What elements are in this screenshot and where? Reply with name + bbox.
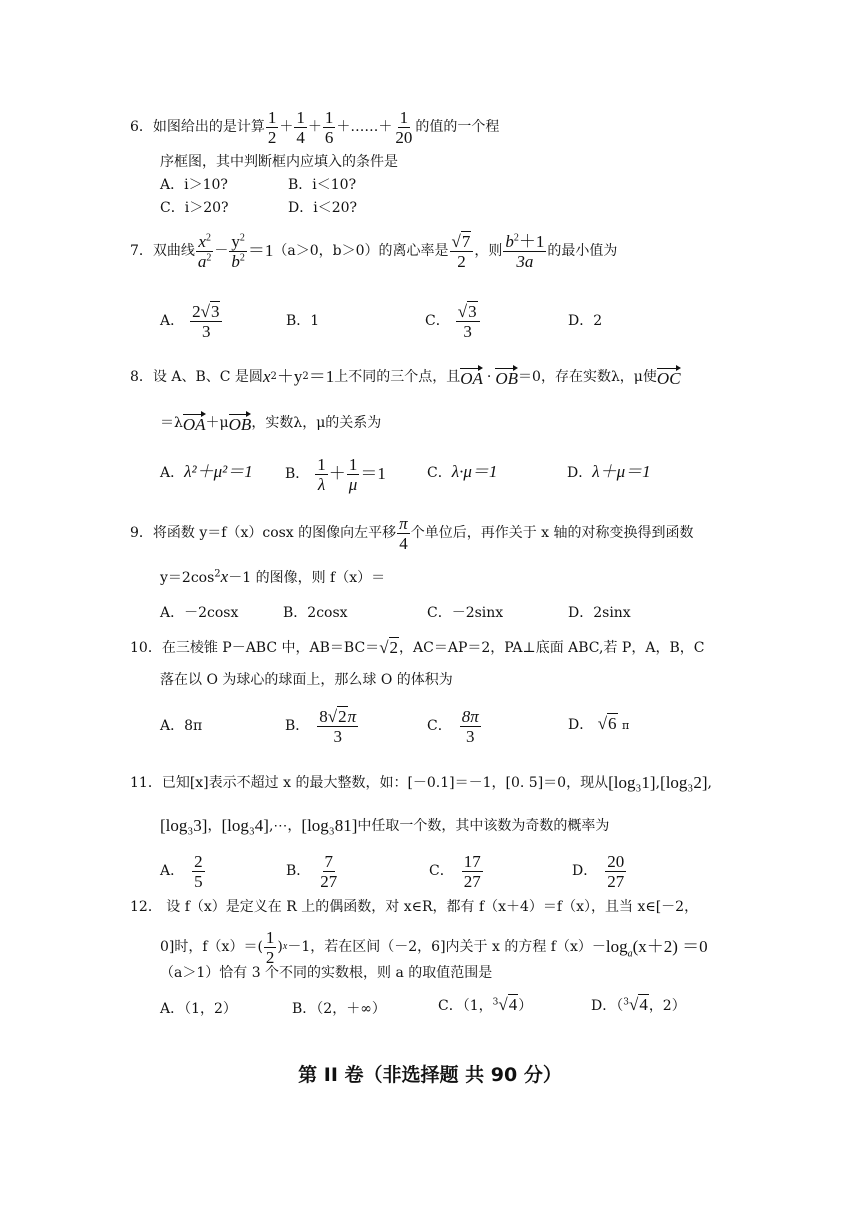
q11-term-log3-2: [log₃2] bbox=[660, 773, 708, 792]
q12-option-b: B．（2，＋∞） bbox=[292, 1001, 386, 1017]
q6-option-a: A．i＞10? bbox=[160, 177, 228, 193]
q10-stem-line2: 落在以 O 为球心的球面上，那么球 O 的体积为 bbox=[160, 672, 453, 688]
q8-stem-line2: ＝λ OA ＋μ OB ，实数λ，μ的关系为 bbox=[160, 409, 381, 437]
q7-eccentricity: $\frac{√7}{2}$ bbox=[450, 232, 474, 271]
q7-option-b: B．1 bbox=[286, 313, 320, 329]
q11-option-b: B． $\frac{7}{27}$ bbox=[286, 851, 338, 891]
q8-option-d: D．λ＋μ＝1 bbox=[567, 462, 651, 481]
q10-option-d: D． √6 π bbox=[568, 714, 630, 733]
q8-vector-ob: OB bbox=[495, 366, 518, 388]
q11-term-log3-3: [log₃3] bbox=[160, 816, 208, 835]
q6-frac-2: $\frac{1}{4}$ bbox=[296, 107, 305, 147]
q12-option-d: D．（$^3$√4，2） bbox=[591, 995, 686, 1014]
q11-number: 11． bbox=[130, 775, 162, 791]
q11-term-log3-4: [log₃4] bbox=[221, 816, 269, 835]
q8-number: 8． bbox=[130, 369, 153, 385]
q9-stem: 9． 将函数 y＝f（x）cosx 的图像向左平移 $\frac{\pi}{4}$ 个单位后，再作关于 x 轴的对称变换得到函数 bbox=[130, 513, 694, 553]
q6-option-c: C．i＞20? bbox=[160, 200, 229, 216]
q12-stem-line2: 0]时，f（x）＝( $\frac{1}{2}$ ) x －1，若在区间（－2，6]内关于 x 的方程 f（x）－ $\log_a$ (x＋2) ＝0 bbox=[160, 927, 708, 967]
q8-vector-oa-2: OA bbox=[183, 412, 206, 434]
section-title: 第 II 卷（非选择题 共 90 分） bbox=[298, 1064, 562, 1086]
q8-vector-oa: OA bbox=[460, 366, 483, 388]
q12-frac-half: $\frac{1}{2}$ bbox=[265, 927, 275, 967]
q6-number: 6． bbox=[130, 119, 153, 135]
q6-stem: 6． 如图给出的是计算 $\frac{1}{2}$ ＋ $\frac{1}{4}$ ＋ $\frac{1}{6}$ ＋……＋ $\frac{1}{20}$ 的值的一个程 bbox=[130, 107, 500, 147]
q8-option-b: B． $\frac{1}{\lambda}$ ＋ $\frac{1}{\mu}$ ＝1 bbox=[285, 454, 386, 494]
q12-log-a: $\log_a$ bbox=[605, 937, 633, 960]
q9-number: 9． bbox=[130, 525, 153, 541]
q10-option-a: A．8π bbox=[160, 718, 203, 734]
q6-stem-prefix: 如图给出的是计算 bbox=[152, 119, 265, 135]
q6-frac-4: $\frac{1}{20}$ bbox=[395, 107, 413, 147]
q8-stem: 8． 设 A、B、C 是圆 x 2 ＋y 2 ＝1 上不同的三个点，且 OA · OB ＝0，存在实数λ，μ使 OC bbox=[130, 367, 681, 388]
q11-term-log3-1: [log₃1] bbox=[608, 773, 656, 792]
q12-stem: 12． 设 f（x）是定义在 R 上的偶函数，对 x∈R，都有 f（x＋4）＝f（x），且当 x∈[－2， bbox=[130, 899, 699, 915]
q7-option-d: D．2 bbox=[568, 313, 603, 329]
q7-number: 7． bbox=[130, 243, 153, 259]
q11-term-log3-81: [log₃81] bbox=[301, 816, 358, 835]
q12-option-a: A．（1，2） bbox=[160, 1001, 237, 1017]
q12-number: 12． bbox=[130, 899, 162, 915]
q7-frac-x2-a2: $\frac{x^2}{a^2}$ bbox=[197, 231, 212, 271]
q8-vector-oc: OC bbox=[657, 366, 681, 388]
q11-stem: 11． 已知[x]表示不超过 x 的最大整数，如：[－0.1]＝－1，[0. 5]＝0，现从 [log₃1] , [log₃2] , bbox=[130, 773, 712, 792]
q6-stem-line2: 序框图，其中判断框内应填入的条件是 bbox=[160, 154, 398, 170]
q6-frac-3: $\frac{1}{6}$ bbox=[324, 107, 334, 147]
q7-frac-y2-b2: $\frac{y^2}{b^2}$ bbox=[231, 231, 245, 271]
q8-vector-ob-2: OB bbox=[229, 412, 252, 434]
q6-option-d: D．i＜20? bbox=[288, 200, 358, 216]
q7-target-expr: $\frac{b^2+1}{3a}$ bbox=[505, 231, 545, 271]
q9-option-d: D．2sinx bbox=[568, 605, 631, 621]
q12-option-c: C．（1，$^3$√4） bbox=[438, 995, 533, 1014]
q7-option-a: A． $\frac{2√3}{3}$ bbox=[160, 296, 223, 346]
q10-option-b: B． $\frac{8√2\pi}{3}$ bbox=[285, 706, 357, 746]
q11-option-a: A． $\frac{2}{5}$ bbox=[160, 851, 203, 891]
q10-stem: 10． 在三棱锥 P－ABC 中，AB＝BC＝ √2 ，AC＝AP＝2，PA⊥底面 ABC,若 P，A，B，C bbox=[130, 638, 705, 657]
q8-option-a: A．λ²＋μ²＝1 bbox=[160, 462, 253, 481]
q6-frac-1: $\frac{1}{2}$ bbox=[267, 107, 277, 147]
q10-option-c: C． $\frac{8\pi}{3}$ bbox=[427, 706, 479, 746]
q8-option-c: C．λ·μ＝1 bbox=[427, 462, 498, 481]
q9-stem-line2: $y=2\cos^2x-1$ 的图像，则 f（x）＝ bbox=[160, 567, 386, 586]
q11-option-d: D． $\frac{20}{27}$ bbox=[572, 851, 625, 891]
q7-option-c: C． $\frac{√3}{3}$ bbox=[425, 296, 481, 346]
q6-option-b: B．i＜10? bbox=[288, 177, 357, 193]
q11-option-c: C． $\frac{17}{27}$ bbox=[429, 851, 481, 891]
q10-sqrt-2: √2 bbox=[379, 638, 399, 657]
q9-option-a: A．－2cosx bbox=[160, 605, 239, 621]
q9-option-c: C．－2sinx bbox=[427, 605, 504, 621]
q9-frac-pi-4: $\frac{\pi}{4}$ bbox=[399, 513, 408, 553]
q6-stem-suffix: 的值的一个程 bbox=[415, 119, 500, 135]
q9-option-b: B．2cosx bbox=[283, 605, 348, 621]
q11-stem-line2: [log₃3] ， [log₃4] ,⋯， [log₃81] 中任取一个数，其中该数为奇数的概率为 bbox=[160, 816, 610, 835]
q10-number: 10． bbox=[130, 640, 162, 656]
q7-stem: 7． 双曲线 $\frac{x^2}{a^2}$ － $\frac{y^2}{b^2}$ ＝1 （a＞0，b＞0）的离心率是 $\frac{√7}{2}$ ，则 $\frac{b^2+1}{3a}$ 的最小值为 bbox=[130, 231, 618, 271]
q12-stem-line3: （a＞1）恰有 3 个不同的实数根，则 a 的取值范围是 bbox=[160, 965, 493, 981]
